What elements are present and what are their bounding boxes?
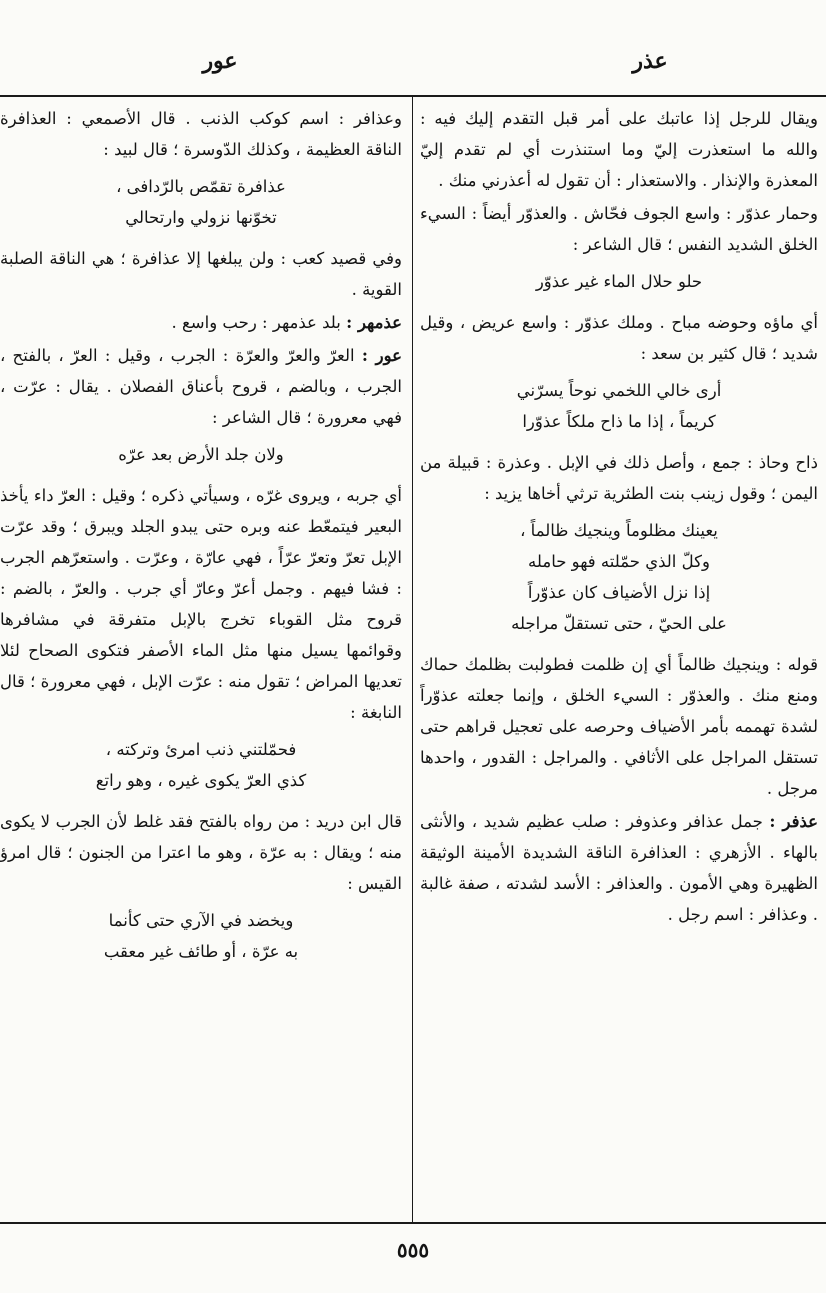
verse-line: حلو حلال الماء غير عذوّر [535,272,703,291]
verse-line: أرى خالي اللخمي نوحاً يسرّني [516,381,722,400]
entry-paragraph: وحمار عذوّر : واسع الجوف فحّاش . والعذوّر أيضاً : السيء الخلق الشديد النفس ؛ قال الشاعر : [420,204,818,254]
entry-paragraph [420,806,818,930]
verse-line: يعينك مظلوماً وينجيك ظالماً ، [520,521,718,540]
verse-line: ويخضد في الآري حتى كأنما [108,911,294,930]
left-column [0,103,402,1218]
right-column [420,103,818,1218]
header-rule [0,95,826,97]
entry-paragraph: وفي قصيد كعب : ولن يبلغها إلا عذافرة ؛ هي الناقة الصلبة القوية . [0,249,402,299]
verse-line: إذا نزل الأضياف كان عذوّراً [527,583,711,602]
entry-paragraph [0,340,402,433]
entry-headword: عذفر : [769,812,818,831]
entry-paragraph: ويقال للرجل إذا عاتبك على أمر قبل التقدم إليك فيه : والله ما استعذرت إليّ وما استنذرت أي لم تقدم إليّ المعذرة والإنذار . والاستعذار : أن تقول له أعذرني منك . [420,109,818,190]
verse-block [420,266,818,297]
header-word-right: عذر [632,48,668,74]
verse-block [0,439,402,470]
verse-line: عذافرة تقمّص بالرّدافى ، [116,177,286,196]
verse-line: كريماً ، إذا ما ذاح ملكاً عذوّرا [522,412,716,431]
entry-text: بلد عذمهر : رحب واسع . [171,313,341,332]
verse-line: تخوّنها نزولي وارتحالي [125,208,277,227]
entry-paragraph: ذاح وحاذ : جمع ، وأصل ذلك في الإبل . وعذرة : قبيلة من اليمن ؛ وقول زينب بنت الطثرية ترثي أخاها يزيد : [420,453,818,503]
entry-paragraph: قال ابن دريد : من رواه بالفتح فقد غلط لأن الجرب لا يكوى منه ؛ ويقال : به عرّة ، وهو ما اعترا من الجنون ؛ قال امرؤ القيس : [0,812,402,893]
verse-block [0,734,402,796]
footer-rule [0,1222,826,1224]
header-word-left: عور [202,48,238,74]
verse-block [420,375,818,437]
verse-line: فحمّلتني ذنب امرئ وتركته ، [105,740,297,759]
verse-line: ولان جلد الأرض بعد عرّه [118,445,284,464]
verse-line: على الحيّ ، حتى تستقلّ مراجله [511,614,727,633]
entry-paragraph [0,307,402,338]
entry-paragraph: قوله : وينجيك ظالماً أي إن ظلمت فطولبت بظلمك حماك ومنع منك . والعذوّر : السيء الخلق ، وإنما جعلته عذوّراً لشدة تهممه بأمر الأضياف وحرصه على تعجيل قراهم حتى تستقل المراجل على الأثافي . والمراجل : القدور ، واحدها مرجل . [420,655,818,798]
verse-block [420,515,818,639]
verse-block [0,171,402,233]
verse-line: كذي العرّ يكوى غيره ، وهو راتع [95,771,307,790]
entry-headword: عور : [361,346,402,365]
entry-paragraph: وعذافر : اسم كوكب الذنب . قال الأصمعي : العذافرة الناقة العظيمة ، وكذلك الدّوسرة ؛ قال لبيد : [0,109,402,159]
column-divider [412,97,413,1222]
entry-paragraph: أي جربه ، ويروى غرّه ، وسيأتي ذكره ؛ وقيل : العرّ داء يأخذ البعير فيتمعّط عنه وبره حتى يبدو الجلد ويبرق ؛ وقد عرّت الإبل تعرّ وتعرّ عرّاً ، فهي عارّة ، وعرّت . واستعرّهم الجرب : فشا فيهم . وجمل أعرّ وعارّ أي جرب . والعرّ ، بالضم : قروح مثل القوباء تخرج بالإبل متفرقة في مشافرها وقوائمها يسيل منها مثل الماء الأصفر فتكوى الصحاح لئلا تعديها المراض ؛ تقول منه : عرّت الإبل ، فهي معرورة ؛ قال النابغة : [0,486,402,722]
verse-line: وكلّ الذي حمّلته فهو حامله [528,552,710,571]
entry-text: العرّ والعرّ والعرّة : الجرب ، وقيل : العرّ ، بالفتح ، الجرب ، وبالضم ، قروح بأعناق الفصلان . يقال : عرّت ، فهي معرورة ؛ قال الشاعر : [0,346,402,427]
entry-text: جمل عذافر وعذوفر : صلب عظيم شديد ، والأنثى بالهاء . الأزهري : العذافرة الناقة الشديدة الأمينة الوثيقة الظهيرة وهي الأمون . والعذافر : الأسد لشدته ، صفة غالبة . وعذافر : اسم رجل . [420,812,818,924]
verse-block [0,905,402,967]
entry-paragraph: أي ماؤه وحوضه مباح . وملك عذوّر : واسع عريض ، وقيل شديد ؛ قال كثير بن سعد : [420,313,818,363]
page-number: ٥٥٥ [396,1238,430,1262]
entry-headword: عذمهر : [346,313,402,332]
verse-line: به عرّة ، أو طائف غير معقب [103,942,299,961]
